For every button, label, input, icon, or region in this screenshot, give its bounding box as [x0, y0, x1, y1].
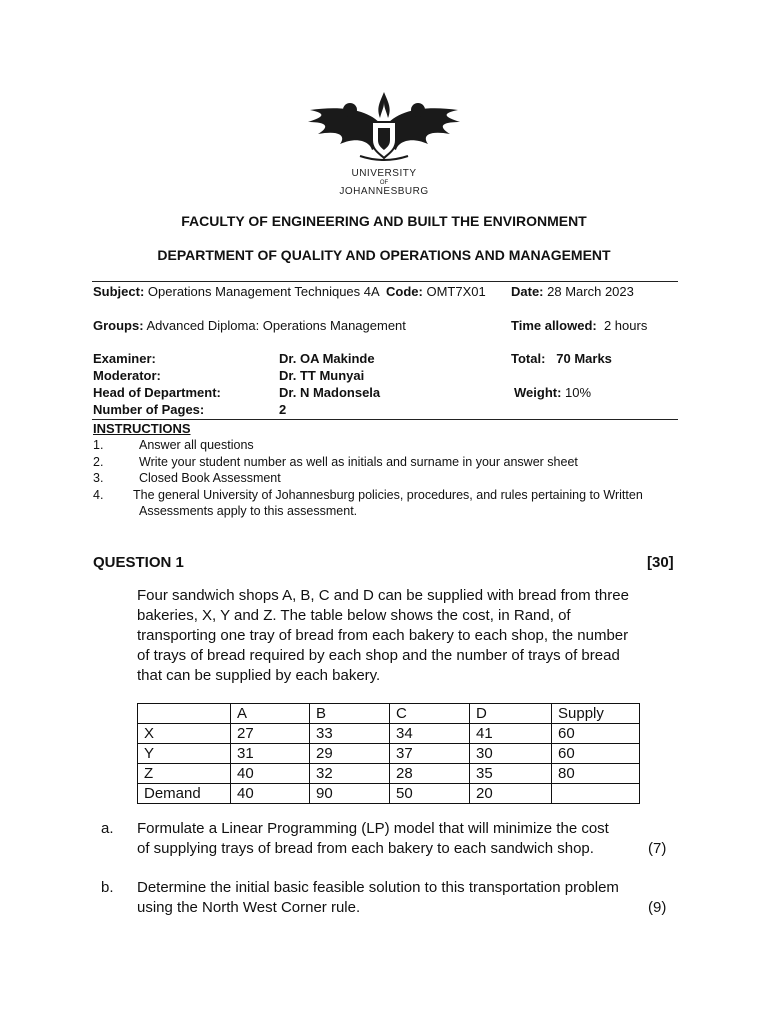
- university-logo: [300, 88, 468, 200]
- hod-value: Dr. N Madonsela: [279, 385, 381, 400]
- paragraph-line-1: Four sandwich shops A, B, C and D can be supplied with bread from three: [137, 587, 629, 604]
- date-field: [511, 284, 634, 299]
- weight-value: 10%: [565, 385, 592, 400]
- table-cell: 41: [470, 724, 552, 744]
- date-value: 28 March 2023: [547, 284, 634, 299]
- header-top-rule: [92, 281, 678, 282]
- table-cell: 60: [552, 744, 640, 764]
- table-cell: 33: [310, 724, 390, 744]
- time-value: 2 hours: [603, 318, 648, 333]
- instruction-text-1: Answer all questions: [139, 438, 254, 452]
- table-cell: 28: [390, 764, 470, 784]
- total-field: [511, 351, 612, 366]
- part-b-line-1: Determine the initial basic feasible solution to this transportation problem: [137, 879, 619, 896]
- birds-emblem-icon: [300, 88, 468, 168]
- table-header-cell: [138, 704, 231, 724]
- paragraph-line-5: that can be supplied by each bakery.: [137, 667, 381, 684]
- table-cell: 29: [310, 744, 390, 764]
- subject-field: [93, 284, 380, 299]
- table-row: [138, 744, 640, 764]
- time-field: [511, 318, 647, 333]
- table-cell: 90: [310, 784, 390, 804]
- table-cell: [552, 784, 640, 804]
- part-a-line-2: of supplying trays of bread from each bakery to each sandwich shop.: [137, 840, 594, 857]
- paragraph-line-4: of trays of bread required by each shop and the number of trays of bread: [137, 647, 620, 664]
- examiner-value: Dr. OA Makinde: [279, 351, 375, 366]
- hod-label: Head of Department:: [93, 385, 221, 400]
- groups-field: [93, 318, 406, 333]
- instruction-text-2: Write your student number as well as initials and surname in your answer sheet: [139, 455, 578, 469]
- instruction-text-4: The general University of Johannesburg policies, procedures, and rules pertaining to Written: [133, 488, 643, 502]
- table-cell: 20: [470, 784, 552, 804]
- table-cell: 35: [470, 764, 552, 784]
- cost-table: [137, 703, 640, 804]
- table-cell: 40: [231, 764, 310, 784]
- table-row: [138, 784, 640, 804]
- code-field: [386, 284, 486, 299]
- table-cell: 37: [390, 744, 470, 764]
- code-value: OMT7X01: [426, 284, 486, 299]
- total-label: Total:: [511, 351, 546, 366]
- pages-value: 2: [279, 402, 287, 417]
- table-header-cell: D: [470, 704, 552, 724]
- part-a-marks: (7): [648, 840, 667, 857]
- pages-label: Number of Pages:: [93, 402, 205, 417]
- table-cell: 32: [310, 764, 390, 784]
- header-bottom-rule: [92, 419, 678, 420]
- groups-label: Groups:: [93, 318, 144, 333]
- instruction-text-4-cont: Assessments apply to this assessment.: [139, 504, 358, 518]
- weight-field: [514, 385, 591, 400]
- table-row: [138, 724, 640, 744]
- table-cell: Z: [138, 764, 231, 784]
- instructions-title: INSTRUCTIONS: [93, 421, 191, 436]
- instruction-num-2: 2.: [93, 455, 104, 469]
- table-cell: Demand: [138, 784, 231, 804]
- groups-value: Advanced Diploma: Operations Management: [146, 318, 406, 333]
- date-label: Date:: [511, 284, 544, 299]
- instruction-num-4: 4.: [93, 488, 104, 502]
- part-a-label: a.: [101, 820, 114, 837]
- table-cell: 30: [470, 744, 552, 764]
- paragraph-line-3: transporting one tray of bread from each bakery to each shop, the number: [137, 627, 629, 644]
- time-label: Time allowed:: [511, 318, 597, 333]
- table-cell: 60: [552, 724, 640, 744]
- part-a-line-1: Formulate a Linear Programming (LP) model that will minimize the cost: [137, 820, 609, 837]
- question-marks: [30]: [647, 554, 674, 571]
- subject-value: Operations Management Techniques 4A: [147, 284, 380, 299]
- table-cell: 31: [231, 744, 310, 764]
- part-b-marks: (9): [648, 899, 667, 916]
- logo-line-university: UNIVERSITY: [351, 168, 417, 179]
- question-paragraph: [137, 586, 637, 686]
- paragraph-line-2: bakeries, X, Y and Z. The table below shows the cost, in Rand, of: [137, 607, 571, 624]
- department-heading: DEPARTMENT OF QUALITY AND OPERATIONS AND MANAGEMENT: [157, 247, 611, 263]
- table-cell: 80: [552, 764, 640, 784]
- moderator-value: Dr. TT Munyai: [279, 368, 365, 383]
- logo-line-johannesburg: JOHANNESBURG: [339, 186, 429, 197]
- question-title: QUESTION 1: [93, 554, 184, 571]
- table-header-cell: B: [310, 704, 390, 724]
- table-cell: 50: [390, 784, 470, 804]
- faculty-heading: FACULTY OF ENGINEERING AND BUILT THE ENVIRONMENT: [181, 213, 587, 229]
- part-b-line-2: using the North West Corner rule.: [137, 899, 361, 916]
- examiner-label: Examiner:: [93, 351, 156, 366]
- subject-label: Subject:: [93, 284, 145, 299]
- logo-line-of: OF: [379, 180, 389, 186]
- instruction-num-3: 3.: [93, 471, 104, 485]
- moderator-label: Moderator:: [93, 368, 161, 383]
- table-header-cell: A: [231, 704, 310, 724]
- table-header-cell: Supply: [552, 704, 640, 724]
- table-cell: Y: [138, 744, 231, 764]
- table-row: [138, 764, 640, 784]
- part-b-label: b.: [101, 879, 114, 896]
- weight-label: Weight:: [514, 385, 562, 400]
- instruction-num-1: 1.: [93, 438, 104, 452]
- instruction-text-3: Closed Book Assessment: [139, 471, 281, 485]
- code-label: Code:: [386, 284, 423, 299]
- table-cell: 27: [231, 724, 310, 744]
- table-cell: 40: [231, 784, 310, 804]
- table-cell: 34: [390, 724, 470, 744]
- total-value: 70 Marks: [556, 351, 612, 366]
- table-header-row: [138, 704, 640, 724]
- table-header-cell: C: [390, 704, 470, 724]
- table-cell: X: [138, 724, 231, 744]
